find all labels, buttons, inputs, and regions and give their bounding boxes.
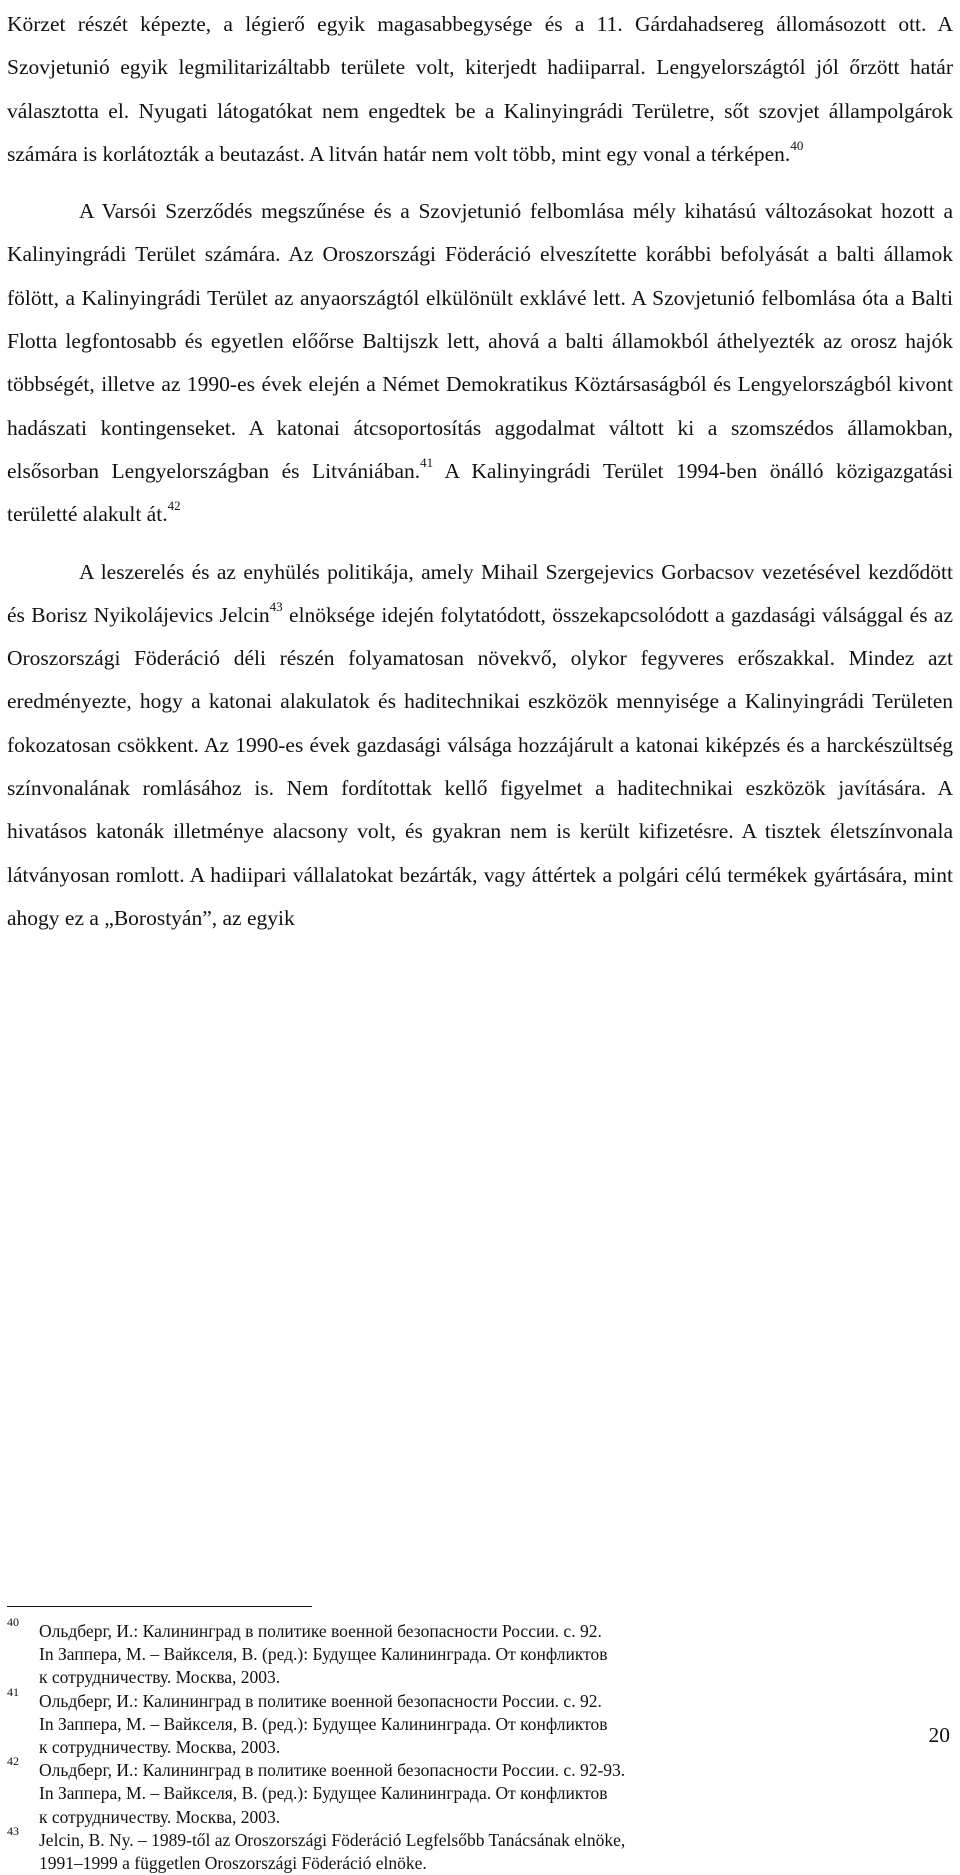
- paragraph-2-text-a: A Varsói Szerződés megszűnése és a Szovjetunió felbomlása mély kihatású változásokat hozott a Kalinyingrádi Terület számára. Az Oroszországi Föderáció elveszítette korábbi befolyását a balti államok fölött, a Kalinyingrádi Terület az anyaországtól elkülönült exklávé lett. A Szovjetunió felbomlása óta a Balti Flotta legfontosabb és egyetlen előőrse Baltijszk lett, ahová a balti államokból áthelyezték az orosz hajók többségét, illetve az 1990-es évek elején a Német Demokratikus Köztársaságból és Lengyelországból kivont hadászati kontingenseket. A katonai átcsoportosítás aggodalmat váltott ki a szomszédos államokban, elsősorban Lengyelországban és Litvániában.: [7, 199, 953, 483]
- footnote-line: к сотрудничеству. Москва, 2003.: [39, 1667, 281, 1688]
- page-number: 20: [928, 1723, 950, 1747]
- paragraph-2: [7, 190, 953, 536]
- footnote-40: [7, 1615, 953, 1690]
- footnote-separator: [7, 1606, 312, 1607]
- footnote-line: к сотрудничеству. Москва, 2003.: [39, 1737, 281, 1758]
- footnotes: [7, 1615, 953, 1875]
- footnote-ref-43: 43: [269, 598, 283, 614]
- footnote-line: In Заппера, М. – Вайкселя, В. (ред.): Будущее Калининграда. От конфликтов: [39, 1783, 608, 1804]
- footnote-line: Ольдберг, И.: Калининград в политике военной безопасности России. с. 92.: [39, 1690, 602, 1711]
- paragraph-1-text: Körzet részét képezte, a légierő egyik magasabbegysége és a 11. Gárdahadsereg állomásozott ott. A Szovjetunió egyik legmilitarizáltabb területe volt, kiterjedt hadiiparral. Lengyelországtól jól őrzött határ választotta el. Nyugati látogatókat nem engedtek be a Kalinyingrádi Területre, sőt szovjet állampolgárok számára is korlátozták a beutazást. A litván határ nem volt több, mint egy vonal a térképen.: [7, 12, 953, 166]
- footnote-line: Jelcin, B. Ny. – 1989-től az Oroszországi Föderáció Legfelsőbb Tanácsának elnöke,: [39, 1829, 626, 1850]
- footnote-ref-42: 42: [167, 498, 181, 514]
- footnote-line: Ольдберг, И.: Калининград в политике военной безопасности России. с. 92.: [39, 1621, 602, 1641]
- footnote-line: In Заппера, М. – Вайкселя, В. (ред.): Будущее Калининграда. От конфликтов: [39, 1644, 608, 1665]
- paragraph-1: [7, 3, 953, 176]
- paragraph-3-text-a: A leszerelés és az enyhülés politikája, amely Mihail Szergejevics Gorbacsov vezetésével kezdődött és Borisz Nyikolájevics Jelcin: [7, 559, 953, 627]
- footnote-line: 1991–1999 a független Oroszországi Föderáció elnöke.: [39, 1853, 427, 1874]
- footnote-ref-40: 40: [790, 137, 804, 153]
- footnote-43: [7, 1823, 953, 1875]
- footnote-number: 41: [7, 1684, 19, 1699]
- paragraph-2-text-b: A Kalinyingrádi Terület 1994-ben önálló közigazgatási területté alakult át.: [7, 458, 953, 527]
- footnote-42: [7, 1754, 953, 1829]
- paragraph-3: [7, 551, 953, 941]
- paragraph-3-text-b: elnöksége idején folytatódott, összekapcsolódott a gazdasági válsággal és az Oroszországi Föderáció déli részén folyamatosan növekvő, olykor fegyveres erőszakkal. Mindez azt eredményezte, hogy a katonai alakulatok és haditechnikai eszközök mennyisége a Kalinyingrádi Területen fokozatosan csökkent. Az 1990-es évek gazdasági válsága hozzájárult a katonai kiképzés és a harckészültség színvonalának romlásához is. Nem fordítottak kellő figyelmet a haditechnikai eszközök javítására. A hivatásos katonák illetménye alacsony volt, és gyakran nem is került kifizetésre. A tisztek életszínvonala látványosan romlott. A hadiipari vállalatokat bezárták, vagy áttértek a polgári célú termékek gyártására, mint ahogy ez a „Borostyán”, az egyik: [7, 602, 953, 930]
- footnote-ref-41: 41: [420, 454, 434, 470]
- footnote-line: Ольдберг, И.: Калининград в политике военной безопасности России. с. 92-93.: [39, 1760, 626, 1781]
- footnote-line: In Заппера, М. – Вайкселя, В. (ред.): Будущее Калининграда. От конфликтов: [39, 1713, 608, 1734]
- footnote-number: 40: [7, 1615, 19, 1629]
- document-body: [7, 0, 953, 940]
- footnote-line: к сотрудничеству. Москва, 2003.: [39, 1806, 281, 1827]
- footnote-number: 42: [7, 1754, 19, 1769]
- footnote-number: 43: [7, 1823, 19, 1838]
- footnote-41: [7, 1684, 953, 1760]
